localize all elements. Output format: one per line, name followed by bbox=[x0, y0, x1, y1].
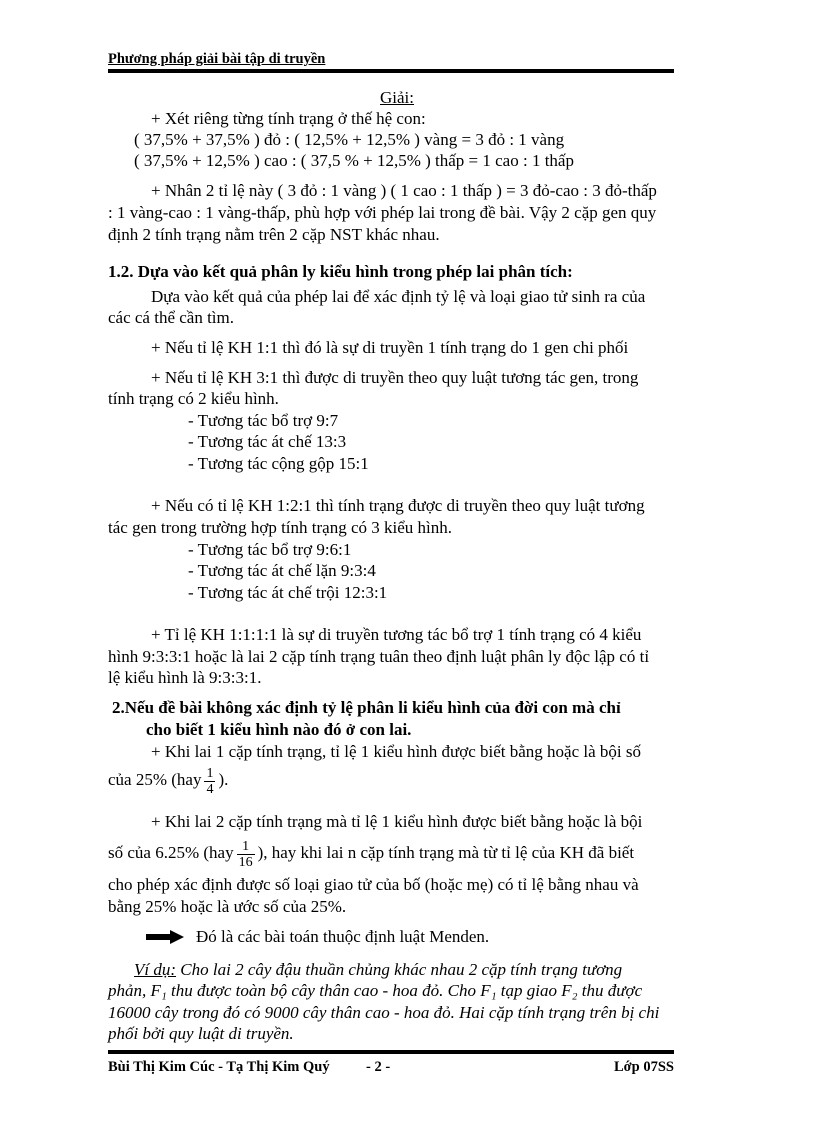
text-line: ( 37,5% + 12,5% ) cao : ( 37,5 % + 12,5% ) thấp = 1 cao : 1 thấp bbox=[134, 151, 574, 170]
text-line: các cá thể cần tìm. bbox=[108, 308, 235, 327]
footer-class: Lớp 07SS bbox=[613, 1059, 674, 1075]
text-line: lệ kiểu hình là 9:3:3:1. bbox=[108, 668, 262, 687]
fraction-denominator: 16 bbox=[238, 854, 253, 870]
text-fragment: của 25% (hay bbox=[108, 770, 202, 789]
arrow-right-icon bbox=[146, 930, 184, 944]
example-line: phối bởi quy luật di truyền. bbox=[108, 1024, 294, 1043]
section-heading-2-cont: cho biết 1 kiểu hình nào đó ở con lai. bbox=[146, 720, 412, 739]
example-line bbox=[134, 960, 622, 980]
page-header bbox=[108, 50, 674, 73]
footer-rule bbox=[108, 1050, 674, 1054]
text-line: Dựa vào kết quả của phép lai để xác định tỷ lệ và loại giao tử sinh ra của bbox=[151, 287, 646, 306]
example-label: Ví dụ: bbox=[134, 960, 177, 979]
text-line: + Tỉ lệ KH 1:1:1:1 là sự di truyền tương tác bổ trợ 1 tính trạng có 4 kiểu bbox=[151, 625, 642, 644]
text-line: cho phép xác định được số loại giao tử của bố (hoặc mẹ) có tỉ lệ bằng nhau và bbox=[108, 875, 639, 894]
solution-heading: Giải: bbox=[380, 88, 414, 107]
text-line-fraction bbox=[108, 833, 634, 873]
text-line: + Nếu tỉ lệ KH 1:1 thì đó là sự di truyền 1 tính trạng do 1 gen chi phối bbox=[151, 338, 629, 357]
text-line: + Nhân 2 tỉ lệ này ( 3 đỏ : 1 vàng ) ( 1 cao : 1 thấp ) = 3 đỏ-cao : 3 đỏ-thấp bbox=[151, 181, 657, 200]
text-line: + Nếu tỉ lệ KH 3:1 thì được di truyền theo quy luật tương tác gen, trong bbox=[151, 368, 639, 387]
fraction-numerator: 1 bbox=[237, 839, 255, 855]
fraction-one-sixteenth bbox=[237, 839, 255, 870]
text-line: ( 37,5% + 37,5% ) đỏ : ( 12,5% + 12,5% ) vàng = 3 đỏ : 1 vàng bbox=[134, 130, 565, 149]
text-line: tính trạng có 2 kiểu hình. bbox=[108, 389, 279, 408]
list-item: - Tương tác át chế 13:3 bbox=[188, 432, 347, 451]
text-line: định 2 tính trạng nằm trên 2 cặp NST khác nhau. bbox=[108, 225, 440, 244]
list-item: - Tương tác át chế trội 12:3:1 bbox=[188, 583, 388, 602]
list-item: - Tương tác cộng gộp 15:1 bbox=[188, 454, 369, 473]
section-heading-2: 2.Nếu đề bài không xác định tỷ lệ phân li kiểu hình của đời con mà chỉ bbox=[112, 698, 621, 717]
text-line: + Khi lai 2 cặp tính trạng mà tỉ lệ 1 kiểu hình được biết bằng hoặc là bội bbox=[151, 812, 643, 831]
example-line: 16000 cây trong đó có 9000 cây thân cao - hoa đỏ. Hai cặp tính trạng trên bị chi bbox=[108, 1003, 660, 1022]
list-item: - Tương tác bổ trợ 9:6:1 bbox=[188, 540, 352, 559]
text-line: hình 9:3:3:1 hoặc là lai 2 cặp tính trạng tuân theo định luật phân ly độc lập có tỉ bbox=[108, 647, 650, 666]
list-item: - Tương tác bổ trợ 9:7 bbox=[188, 411, 339, 430]
text-line: + Nếu có tỉ lệ KH 1:2:1 thì tính trạng được di truyền theo quy luật tương bbox=[151, 496, 645, 515]
fraction-denominator: 4 bbox=[206, 781, 214, 797]
text-fragment: số của 6.25% (hay bbox=[108, 843, 234, 862]
fraction-one-quarter bbox=[204, 766, 215, 797]
text-line: bằng 25% hoặc là ước số của 25%. bbox=[108, 897, 347, 916]
header-title: Phương pháp giải bài tập di truyền bbox=[108, 51, 326, 67]
text-fragment: ). bbox=[218, 770, 229, 789]
text-line: tác gen trong trường hợp tính trạng có 3 kiểu hình. bbox=[108, 518, 452, 537]
conclusion-text: Đó là các bài toán thuộc định luật Menden. bbox=[196, 927, 490, 946]
footer-page-number: - 2 - bbox=[366, 1059, 391, 1075]
example-line: phản, F₁ thu được toàn bộ cây thân cao - hoa đỏ. Cho F₁ tạp giao F₂ thu được bbox=[108, 981, 643, 1000]
text-line: : 1 vàng-cao : 1 vàng-thấp, phù hợp với phép lai trong đề bài. Vậy 2 cặp gen quy bbox=[108, 203, 657, 222]
text-line: + Khi lai 1 cặp tính trạng, tỉ lệ 1 kiểu hình được biết bằng hoặc là bội số bbox=[151, 742, 641, 761]
text-line: + Xét riêng từng tính trạng ở thế hệ con: bbox=[151, 109, 426, 128]
footer-authors: Bùi Thị Kim Cúc - Tạ Thị Kim Quý bbox=[108, 1059, 330, 1075]
text-fragment: ), hay khi lai n cặp tính trạng mà từ tỉ lệ của KH đã biết bbox=[257, 843, 635, 862]
fraction-numerator: 1 bbox=[206, 765, 214, 781]
section-heading-1-2: 1.2. Dựa vào kết quả phân ly kiểu hình trong phép lai phân tích: bbox=[108, 262, 573, 281]
text-line-fraction bbox=[108, 762, 228, 798]
example-text: Cho lai 2 cây đậu thuần chủng khác nhau 2 cặp tính trạng tương bbox=[176, 960, 623, 979]
list-item: - Tương tác át chế lặn 9:3:4 bbox=[188, 561, 376, 580]
